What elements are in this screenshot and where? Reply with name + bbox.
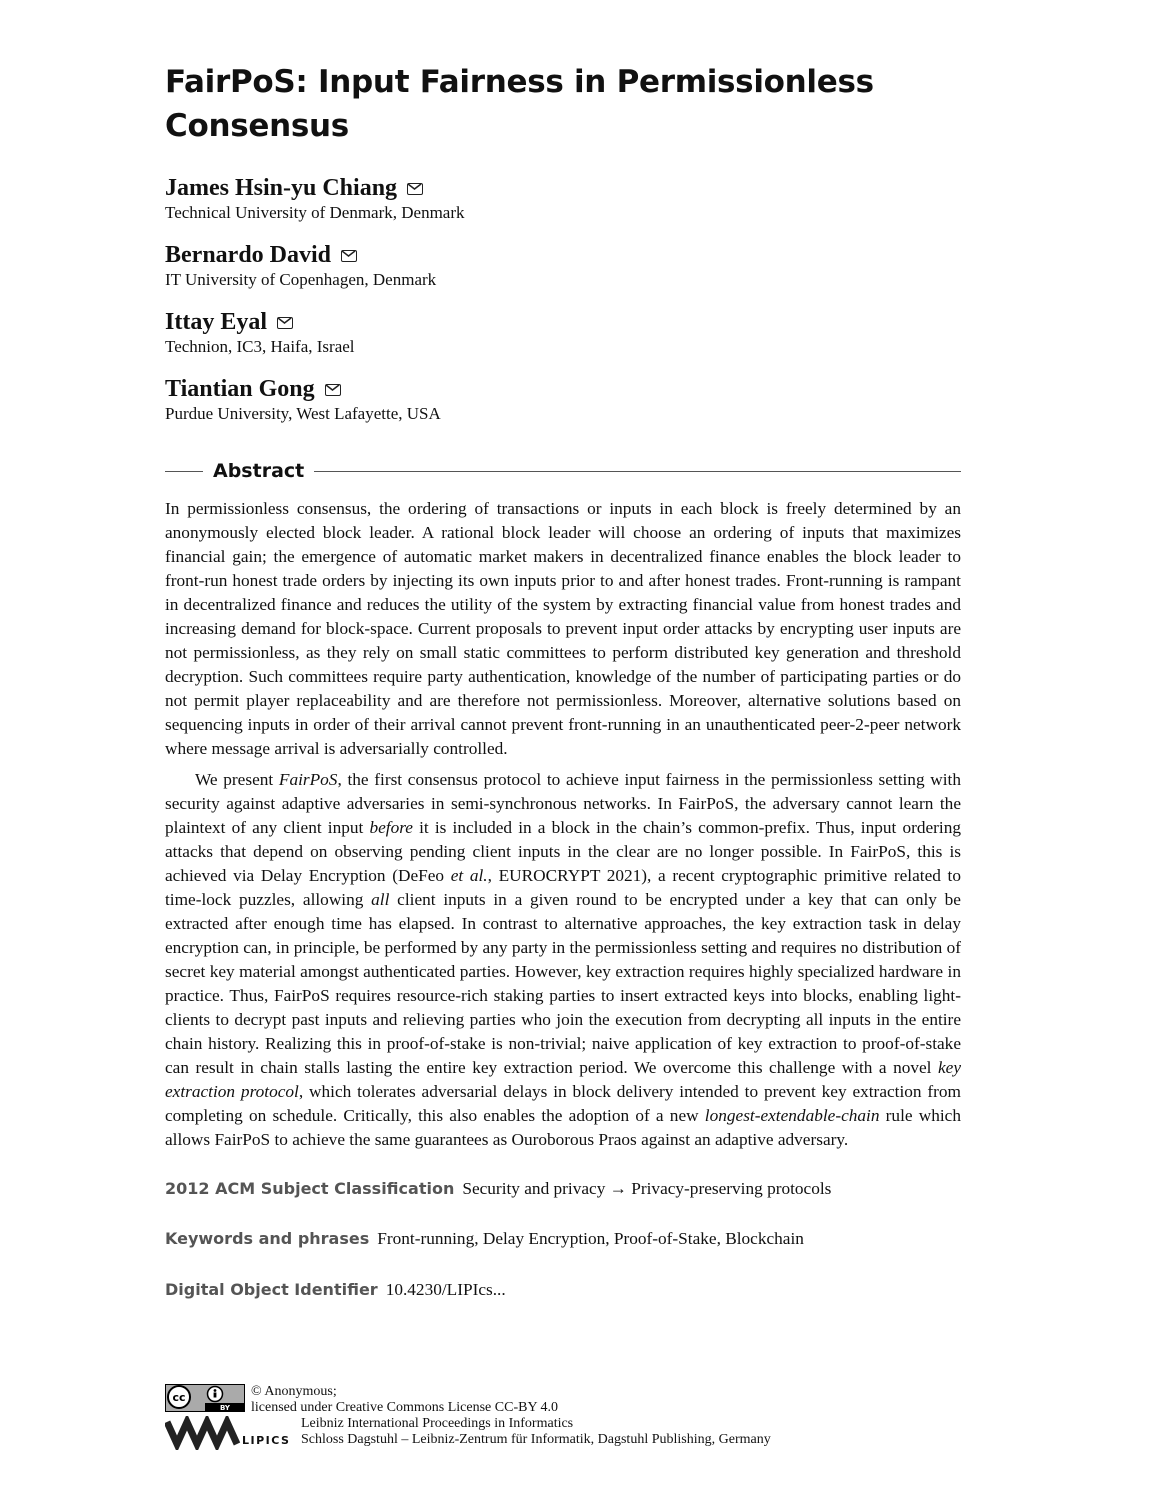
email-icon[interactable]: [277, 317, 293, 329]
paper-title: FairPoS: Input Fairness in Permissionless Consensus: [165, 64, 874, 144]
author-1: [165, 174, 961, 224]
abstract-label: Abstract: [213, 460, 305, 482]
author-2: [165, 241, 961, 291]
email-icon[interactable]: [341, 250, 357, 262]
author-affiliation: IT University of Copenhagen, Denmark: [165, 270, 437, 289]
acm-classification: [165, 1177, 961, 1201]
author-affiliation: Technion, IC3, Haifa, Israel: [165, 337, 355, 356]
abstract-rule-right: [314, 471, 961, 472]
svg-text:cc: cc: [172, 1391, 186, 1404]
keywords-label: Keywords and phrases: [165, 1228, 370, 1248]
author-name: Bernardo David: [165, 242, 332, 268]
keywords-value: Front-running, Delay Encryption, Proof-of-Stake, Blockchain: [377, 1228, 804, 1248]
cc-by-license-icon[interactable]: [165, 1384, 245, 1412]
author-affiliation: Purdue University, West Lafayette, USA: [165, 404, 441, 423]
doi: [165, 1278, 961, 1302]
svg-text:BY: BY: [219, 1404, 231, 1412]
author-affiliation: Technical University of Denmark, Denmark: [165, 203, 465, 222]
author-name: Ittay Eyal: [165, 309, 267, 335]
abstract-paragraph-2: We present FairPoS, the first consensus protocol to achieve input fairness in the permissionless setting with security against adaptive adversaries in semi-synchronous networks. In FairPoS, the adversary cannot learn the plaintext of any client input before it is included in a block in the chain’s common-prefix. Thus, input ordering attacks that depend on observing pending client inputs in the clear are no longer possible. In FairPoS, this is achieved via Delay Encryption (DeFeo et al., EUROCRYPT 2021), a recent cryptographic primitive related to time-lock puzzles, allowing all client inputs in a given round to be encrypted under a key that can only be extracted after enough time has elapsed. In contrast to alternative approaches, the key extraction task in delay encryption can, in principle, be performed by any party in the permissionless setting and requires no distribution of secret key material amongst authenticated parties. However, key extraction requires highly specialized hardware in practice. Thus, FairPoS requires resource-rich staking parties to insert extracted keys into blocks, enabling light-clients to decrypt past inputs and relieving parties who join the execution from decrypting all inputs in the entire chain history. Realizing this in proof-of-stake is non-trivial; naive application of key extraction to proof-of-stake can result in chain stalls lasting the entire key extraction period. We overcome this challenge with a novel key extraction protocol, which tolerates adversarial delays in block delivery intended to prevent key extraction from completing on schedule. Critically, this also enables the adoption of a new longest-extendable-chain rule which allows FairPoS to achieve the same guarantees as Ouroborous Praos against an adaptive adversary.: [165, 770, 961, 1149]
author-3: [165, 308, 961, 358]
author-4: [165, 375, 961, 425]
lipics-text: Leibniz International Proceedings in Informatics Schloss Dagstuhl – Leibniz-Zentrum für Informatik, Dagstuhl Publishing, Germany: [301, 1416, 771, 1447]
lipics-wordmark: LIPICS: [242, 1434, 291, 1447]
email-icon[interactable]: [325, 384, 341, 396]
paper-page: [165, 60, 961, 1302]
license-text: © Anonymous; licensed under Creative Commons License CC-BY 4.0: [251, 1384, 559, 1415]
abstract-heading: [165, 459, 961, 483]
author-name: James Hsin-yu Chiang: [165, 175, 398, 201]
abstract-rule-left: [165, 471, 203, 472]
email-icon[interactable]: [407, 183, 423, 195]
doi-value[interactable]: 10.4230/LIPIcs...: [385, 1279, 506, 1299]
license-block: [165, 1384, 965, 1454]
author-name: Tiantian Gong: [165, 376, 315, 402]
abstract-paragraph-1: In permissionless consensus, the ordering of transactions or inputs in each block is freely determined by an anonymously elected block leader. A rational block leader will choose an ordering of inputs that maximizes financial gain; the emergence of automatic market makers in decentralized finance enables the block leader to front-run honest trade orders by injecting its own inputs prior to and after honest trades. Front-running is rampant in decentralized finance and reduces the utility of the system by extracting financial value from honest trades and increasing demand for block-space. Current proposals to prevent input order attacks by encrypting user inputs are not permissionless, as they rely on small static committees to perform distributed key generation and threshold decryption. Such committees require party authentication, knowledge of the number of participating parties or do not permit player replaceability and are therefore not permissionless. Moreover, alternative solutions based on sequencing inputs in order of their arrival cannot prevent front-running in an unauthenticated peer-2-peer network where message arrival is adversarially controlled.: [165, 499, 961, 758]
doi-label: Digital Object Identifier: [165, 1279, 378, 1299]
keywords: [165, 1227, 961, 1251]
acm-label: 2012 ACM Subject Classification: [165, 1178, 455, 1198]
acm-value: Security and privacy → Privacy-preserving protocols: [462, 1178, 832, 1198]
